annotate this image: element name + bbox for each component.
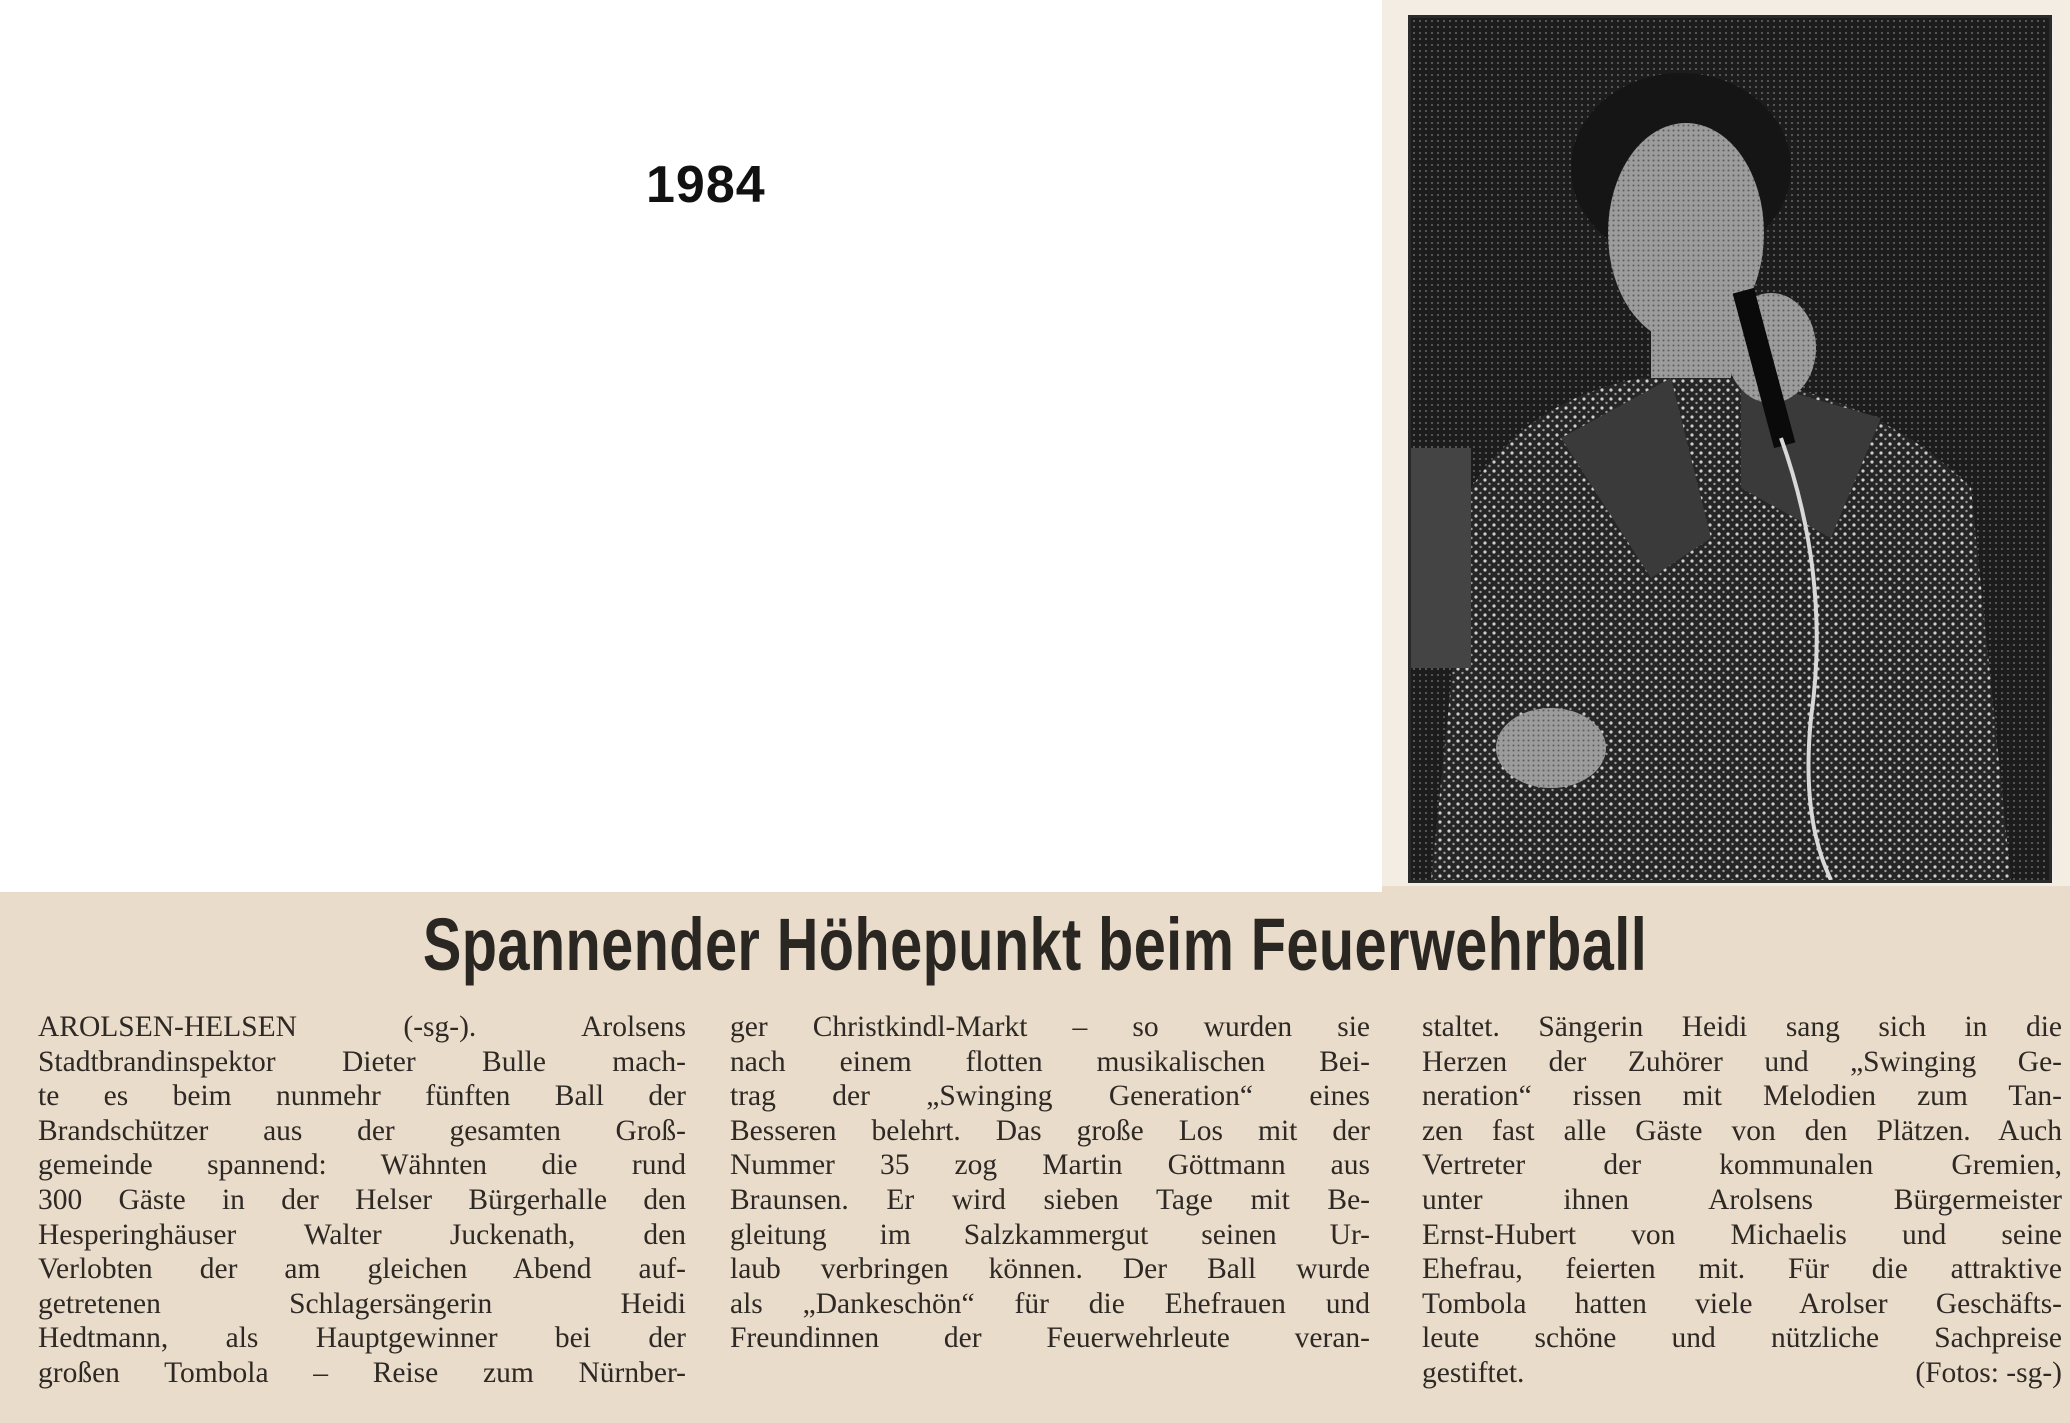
text-line: gestiftet.	[1422, 1356, 1525, 1389]
text-line: Hedtmann, als Hauptgewinner bei der	[38, 1322, 686, 1355]
text-line: getretenen Schlagersängerin Heidi	[38, 1287, 686, 1320]
text-line: Stadtbrandinspektor Dieter Bulle mach-	[38, 1045, 686, 1078]
text-line: zen fast alle Gäste von den Plätzen. Auch	[1422, 1114, 2062, 1147]
photo-credit: (Fotos: -sg-)	[1915, 1356, 2062, 1389]
text-line: Hesperinghäuser Walter Juckenath, den	[38, 1218, 686, 1251]
text-line: ger Christkindl-Markt – so wurden sie	[730, 1011, 1370, 1043]
text-line: nach einem flotten musikalischen Bei-	[730, 1045, 1370, 1078]
article-headline: Spannender Höhepunkt beim Feuerwehrball	[422, 903, 1648, 986]
text-line: großen Tombola – Reise zum Nürnber-	[38, 1356, 686, 1389]
text-line: laub verbringen können. Der Ball wurde	[730, 1253, 1370, 1286]
year-label: 1984	[646, 156, 766, 214]
text-line: Tombola hatten viele Arolser Geschäfts-	[1422, 1287, 2062, 1320]
article-column-1	[38, 1010, 686, 1391]
text-line: gleitung im Salzkammergut seinen Ur-	[730, 1218, 1370, 1251]
article-column-3	[1422, 1010, 2062, 1391]
text-line: unter ihnen Arolsens Bürgermeister	[1422, 1183, 2062, 1216]
text-line: te es beim nunmehr fünften Ball der	[38, 1080, 686, 1113]
text-line: Vertreter der kommunalen Gremien,	[1422, 1149, 2062, 1182]
text-line: Freundinnen der Feuerwehrleute veran-	[730, 1322, 1370, 1355]
text-line: Ernst-Hubert von Michaelis und seine	[1422, 1218, 2062, 1251]
photo-frame	[1382, 0, 2070, 893]
text-line: gemeinde spannend: Wähnten die rund	[38, 1149, 686, 1182]
text-line: als „Dankeschön“ für die Ehefrauen und	[730, 1287, 1370, 1320]
text-line: leute schöne und nützliche Sachpreise	[1422, 1322, 2062, 1355]
text-line: Herzen der Zuhörer und „Swinging Ge-	[1422, 1045, 2062, 1078]
text-line: Nummer 35 zog Martin Göttmann aus	[730, 1149, 1370, 1182]
text-line: 300 Gäste in der Helser Bürgerhalle den	[38, 1183, 686, 1216]
text-line: Besseren belehrt. Das große Los mit der	[730, 1114, 1370, 1147]
text-line: staltet. Sängerin Heidi sang sich in die	[1422, 1011, 2062, 1043]
text-line: Braunsen. Er wird sieben Tage mit Be-	[730, 1183, 1370, 1216]
text-line: Verlobten der am gleichen Abend auf-	[38, 1253, 686, 1286]
text-line: Ehefrau, feierten mit. Für die attraktive	[1422, 1253, 2062, 1286]
text-line: AROLSEN-HELSEN (-sg-). Arolsens	[38, 1011, 686, 1043]
article-column-2	[730, 1010, 1370, 1356]
closing-line	[1422, 1356, 2062, 1391]
text-line: Brandschützer aus der gesamten Groß-	[38, 1114, 686, 1147]
singer-photo	[1408, 15, 2052, 883]
text-line: trag der „Swinging Generation“ eines	[730, 1080, 1370, 1113]
text-line: neration“ rissen mit Melodien zum Tan-	[1422, 1080, 2062, 1113]
